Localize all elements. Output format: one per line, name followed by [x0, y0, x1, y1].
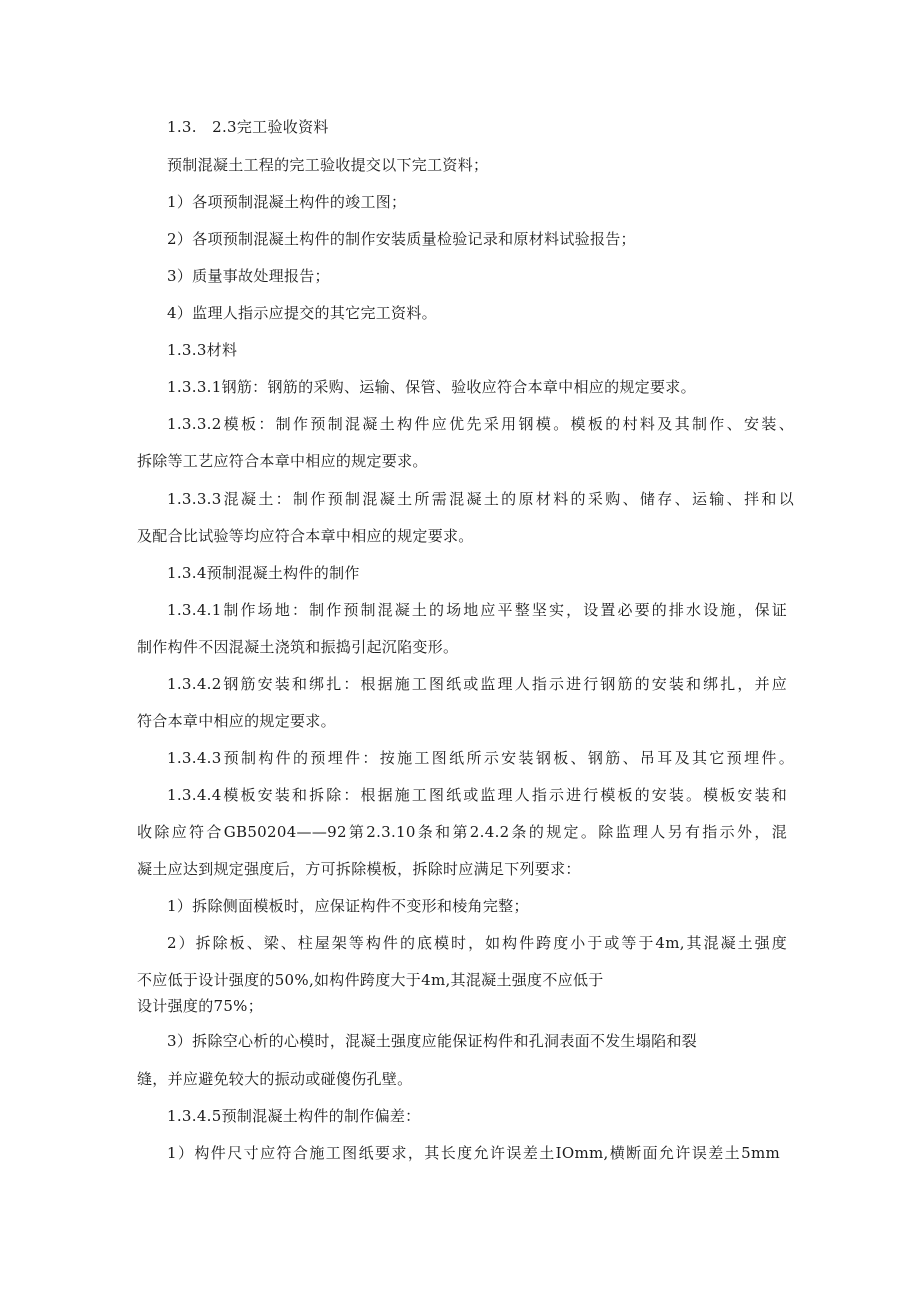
- list-item: 3）拆除空心析的心模时，混凝土强度应能保证构件和孔洞表面不发生塌陷和裂: [167, 1032, 698, 1050]
- list-item-continuation: 设计强度的75%；: [137, 997, 264, 1015]
- paragraph: 1.3.3.1钢筋：钢筋的采购、运输、保管、验收应符合本章中相应的规定要求。: [167, 378, 696, 396]
- paragraph-continuation: 拆除等工艺应符合本章中相应的规定要求。: [137, 452, 428, 470]
- list-item: 2）各项预制混凝土构件的制作安装质量检验记录和原材料试验报告；: [167, 230, 636, 248]
- paragraph: 1.3.3.3混凝土：制作预制混凝土所需混凝土的原材料的采购、储存、运输、拌和以: [167, 490, 794, 508]
- list-item: 3）质量事故处理报告；: [167, 267, 330, 285]
- paragraph-continuation: 凝土应达到规定强度后，方可拆除模板，拆除时应满足下列要求：: [137, 860, 581, 878]
- paragraph-continuation: 及配合比试验等均应符合本章中相应的规定要求。: [137, 527, 474, 545]
- heading-1-3-3: 1.3.3材料: [167, 341, 238, 359]
- paragraph-continuation: 收除应符合GB50204——92第2.3.10条和第2.4.2条的规定。除监理人另有指示外，混: [137, 823, 787, 841]
- list-item: 4）监理人指示应提交的其它完工资料。: [167, 304, 437, 322]
- list-item: 1）各项预制混凝土构件的竣工图；: [167, 193, 407, 211]
- paragraph: 1.3.4.2钢筋安装和绑扎：根据施工图纸或监理人指示进行钢筋的安装和绑扎，并应: [167, 675, 787, 693]
- paragraph: 预制混凝土工程的完工验收提交以下完工资料；: [167, 156, 489, 174]
- paragraph: 1.3.4.5预制混凝土构件的制作偏差：: [167, 1107, 421, 1125]
- list-item-continuation: 不应低于设计强度的50%,如构件跨度大于4m,其混凝土强度不应低于: [137, 971, 604, 989]
- paragraph: 1.3.4.3预制构件的预埋件：按施工图纸所示安装钢板、钢筋、吊耳及其它预埋件。: [167, 749, 794, 767]
- heading-1-3-2-3: 1.3. 2.3完工验收资料: [167, 118, 329, 136]
- paragraph-continuation: 制作构件不因混凝土浇筑和振捣引起沉陷变形。: [137, 638, 459, 656]
- paragraph-continuation: 符合本章中相应的规定要求。: [137, 712, 336, 730]
- list-item-continuation: 缝，并应避免较大的振动或碰傻伤孔壁。: [137, 1070, 413, 1088]
- paragraph: 1.3.4.1制作场地：制作预制混凝土的场地应平整坚实，设置必要的排水设施，保证: [167, 601, 787, 619]
- heading-1-3-4: 1.3.4预制混凝土构件的制作: [167, 564, 360, 582]
- paragraph: 1.3.3.2模板：制作预制混凝土构件应优先采用钢模。模板的村料及其制作、安装、: [167, 415, 794, 433]
- list-item: 1）构件尺寸应符合施工图纸要求，其长度允许误差土IOmm,横断面允许误差土5mm: [167, 1144, 780, 1162]
- list-item: 2）拆除板、梁、柱屋架等构件的底模时，如构件跨度小于或等于4m,其混凝土强度: [167, 934, 787, 952]
- list-item: 1）拆除侧面模板时，应保证构件不变形和棱角完整；: [167, 897, 529, 915]
- paragraph: 1.3.4.4模板安装和拆除：根据施工图纸或监理人指示进行模板的安装。模板安装和: [167, 786, 787, 804]
